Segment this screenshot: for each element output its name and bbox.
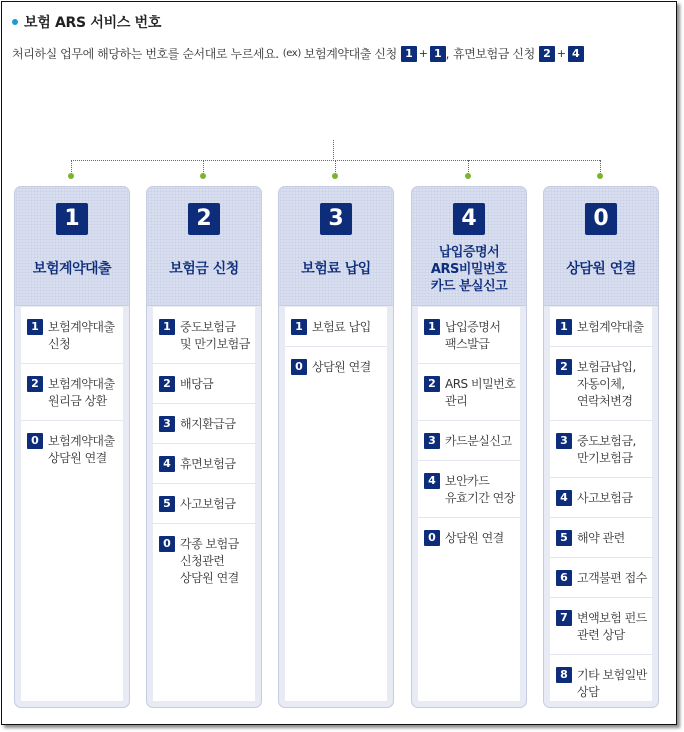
plus-sign: + [556, 47, 566, 60]
menu-item [285, 307, 387, 347]
item-label: 기타 보험일반 상담 [577, 668, 647, 699]
item-key-badge: 1 [556, 319, 572, 335]
item-key-badge: 5 [556, 530, 572, 546]
connector-drop [203, 160, 204, 174]
menu-item [418, 518, 520, 557]
item-label: 보험계약대출 [577, 320, 644, 334]
item-label: 고객불편 접수 [577, 571, 647, 585]
menu-card-2 [146, 186, 262, 708]
menu-card-header [15, 187, 129, 306]
item-key-badge: 4 [159, 456, 175, 472]
connector-dot-icon [68, 173, 74, 179]
item-label: 보험계약대출 상담원 연결 [48, 434, 115, 465]
item-key-badge: 1 [424, 319, 440, 335]
instruction-line [12, 45, 584, 62]
menu-card-0 [543, 186, 659, 708]
menu-item [550, 655, 652, 711]
instruction-text: 처리하실 업무에 해당하는 번호를 순서대로 누르세요. [12, 47, 279, 61]
bullet-icon [12, 19, 18, 25]
menu-title: 보험금 신청 [169, 260, 239, 277]
ars-guide-panel [1, 1, 677, 725]
section-title-row [12, 12, 161, 32]
connector-dot-icon [332, 173, 338, 179]
item-label: 해약 관련 [577, 531, 625, 545]
item-key-badge: 6 [556, 570, 572, 586]
menu-item [418, 421, 520, 461]
item-key-badge: 1 [291, 319, 307, 335]
item-label: 보안카드 유효기간 연장 [445, 474, 515, 505]
menu-item [418, 461, 520, 518]
menu-item [418, 307, 520, 364]
item-key-badge: 1 [159, 319, 175, 335]
menu-item-list [418, 307, 520, 701]
menu-card-header [279, 187, 393, 306]
menu-item [153, 444, 255, 484]
item-label: 보험계약대출 원리금 상환 [48, 377, 115, 408]
connector-drop [71, 160, 72, 174]
connector-drop [600, 160, 601, 174]
menu-item [153, 524, 255, 597]
connector-dot-icon [597, 173, 603, 179]
menu-item [550, 478, 652, 518]
menu-card-1 [14, 186, 130, 708]
menu-item [550, 558, 652, 598]
item-label: 납입증명서 팩스발급 [445, 320, 501, 351]
item-key-badge: 2 [424, 376, 440, 392]
menu-item [285, 347, 387, 386]
menu-item [153, 307, 255, 364]
item-key-badge: 5 [159, 496, 175, 512]
example-2-text: 휴면보험금 신청 [453, 47, 535, 61]
connector-dot-icon [200, 173, 206, 179]
separator: , [445, 46, 450, 61]
connector-drop [335, 160, 336, 174]
item-label: 사고보험금 [577, 491, 633, 505]
menu-card-header [412, 187, 526, 306]
item-key-badge: 3 [424, 433, 440, 449]
menu-item [21, 421, 123, 477]
item-key-badge: 2 [27, 376, 43, 392]
menu-item [550, 307, 652, 347]
menu-item [153, 484, 255, 524]
example-2-key-a: 2 [539, 46, 555, 62]
menu-item-list [21, 307, 123, 701]
menu-number-badge: 4 [453, 203, 485, 235]
menu-card-header [544, 187, 658, 306]
menu-number-badge: 0 [585, 203, 617, 235]
menu-title: 상담원 연결 [566, 260, 636, 277]
item-label: 각종 보험금 신청관련 상담원 연결 [180, 537, 239, 585]
item-label: 중도보험금, 만기보험금 [577, 434, 636, 465]
plus-sign: + [418, 47, 428, 60]
item-key-badge: 2 [159, 376, 175, 392]
item-key-badge: 3 [556, 433, 572, 449]
item-key-badge: 0 [159, 536, 175, 552]
connector-dot-icon [465, 173, 471, 179]
menu-title: 보험료 납입 [301, 260, 371, 277]
item-label: 카드분실신고 [445, 434, 512, 448]
item-label: 보험료 납입 [312, 320, 371, 334]
menu-item [21, 307, 123, 364]
item-key-badge: 1 [27, 319, 43, 335]
item-key-badge: 4 [556, 490, 572, 506]
menu-title: 보험계약대출 [32, 260, 112, 277]
item-label: 보험계약대출 신청 [48, 320, 115, 351]
example-2-key-b: 4 [568, 46, 584, 62]
menu-item [153, 404, 255, 444]
item-label: 배당금 [180, 377, 214, 391]
item-key-badge: 3 [159, 416, 175, 432]
example-1-key-a: 1 [401, 46, 417, 62]
menu-item [550, 421, 652, 478]
connector-trunk [333, 140, 334, 161]
menu-item-list [153, 307, 255, 701]
menu-item [153, 364, 255, 404]
item-key-badge: 2 [556, 359, 572, 375]
item-label: 중도보험금 및 만기보험금 [180, 320, 250, 351]
item-key-badge: 8 [556, 667, 572, 683]
menu-item [21, 364, 123, 421]
item-label: 사고보험금 [180, 497, 236, 511]
item-label: 상담원 연결 [445, 531, 504, 545]
menu-title: 납입증명서 ARS비밀번호 카드 분실신고 [430, 244, 508, 294]
example-label: (ex) [282, 48, 301, 59]
item-label: ARS 비밀번호 관리 [445, 377, 516, 408]
item-label: 보험금납입, 자동이체, 연락처변경 [577, 360, 636, 408]
item-label: 변액보험 펀드 관련 상담 [577, 611, 647, 642]
item-label: 상담원 연결 [312, 360, 371, 374]
item-key-badge: 0 [27, 433, 43, 449]
example-1-key-b: 1 [430, 46, 446, 62]
menu-item [550, 347, 652, 421]
menu-item [418, 364, 520, 421]
menu-item-list [285, 307, 387, 701]
menu-number-badge: 3 [320, 203, 352, 235]
example-1-text: 보험계약대출 신청 [303, 47, 397, 61]
menu-number-badge: 1 [56, 203, 88, 235]
menu-card-header [147, 187, 261, 306]
item-key-badge: 4 [424, 473, 440, 489]
item-label: 휴면보험금 [180, 457, 236, 471]
menu-item [550, 598, 652, 655]
item-key-badge: 7 [556, 610, 572, 626]
item-key-badge: 0 [424, 530, 440, 546]
menu-number-badge: 2 [188, 203, 220, 235]
menu-item [550, 518, 652, 558]
item-label: 해지환급금 [180, 417, 236, 431]
menu-card-3 [278, 186, 394, 708]
menu-item-list [550, 307, 652, 701]
menu-card-4 [411, 186, 527, 708]
item-key-badge: 0 [291, 359, 307, 375]
page-title: 보험 ARS 서비스 번호 [24, 15, 162, 31]
connector-drop [468, 160, 469, 174]
